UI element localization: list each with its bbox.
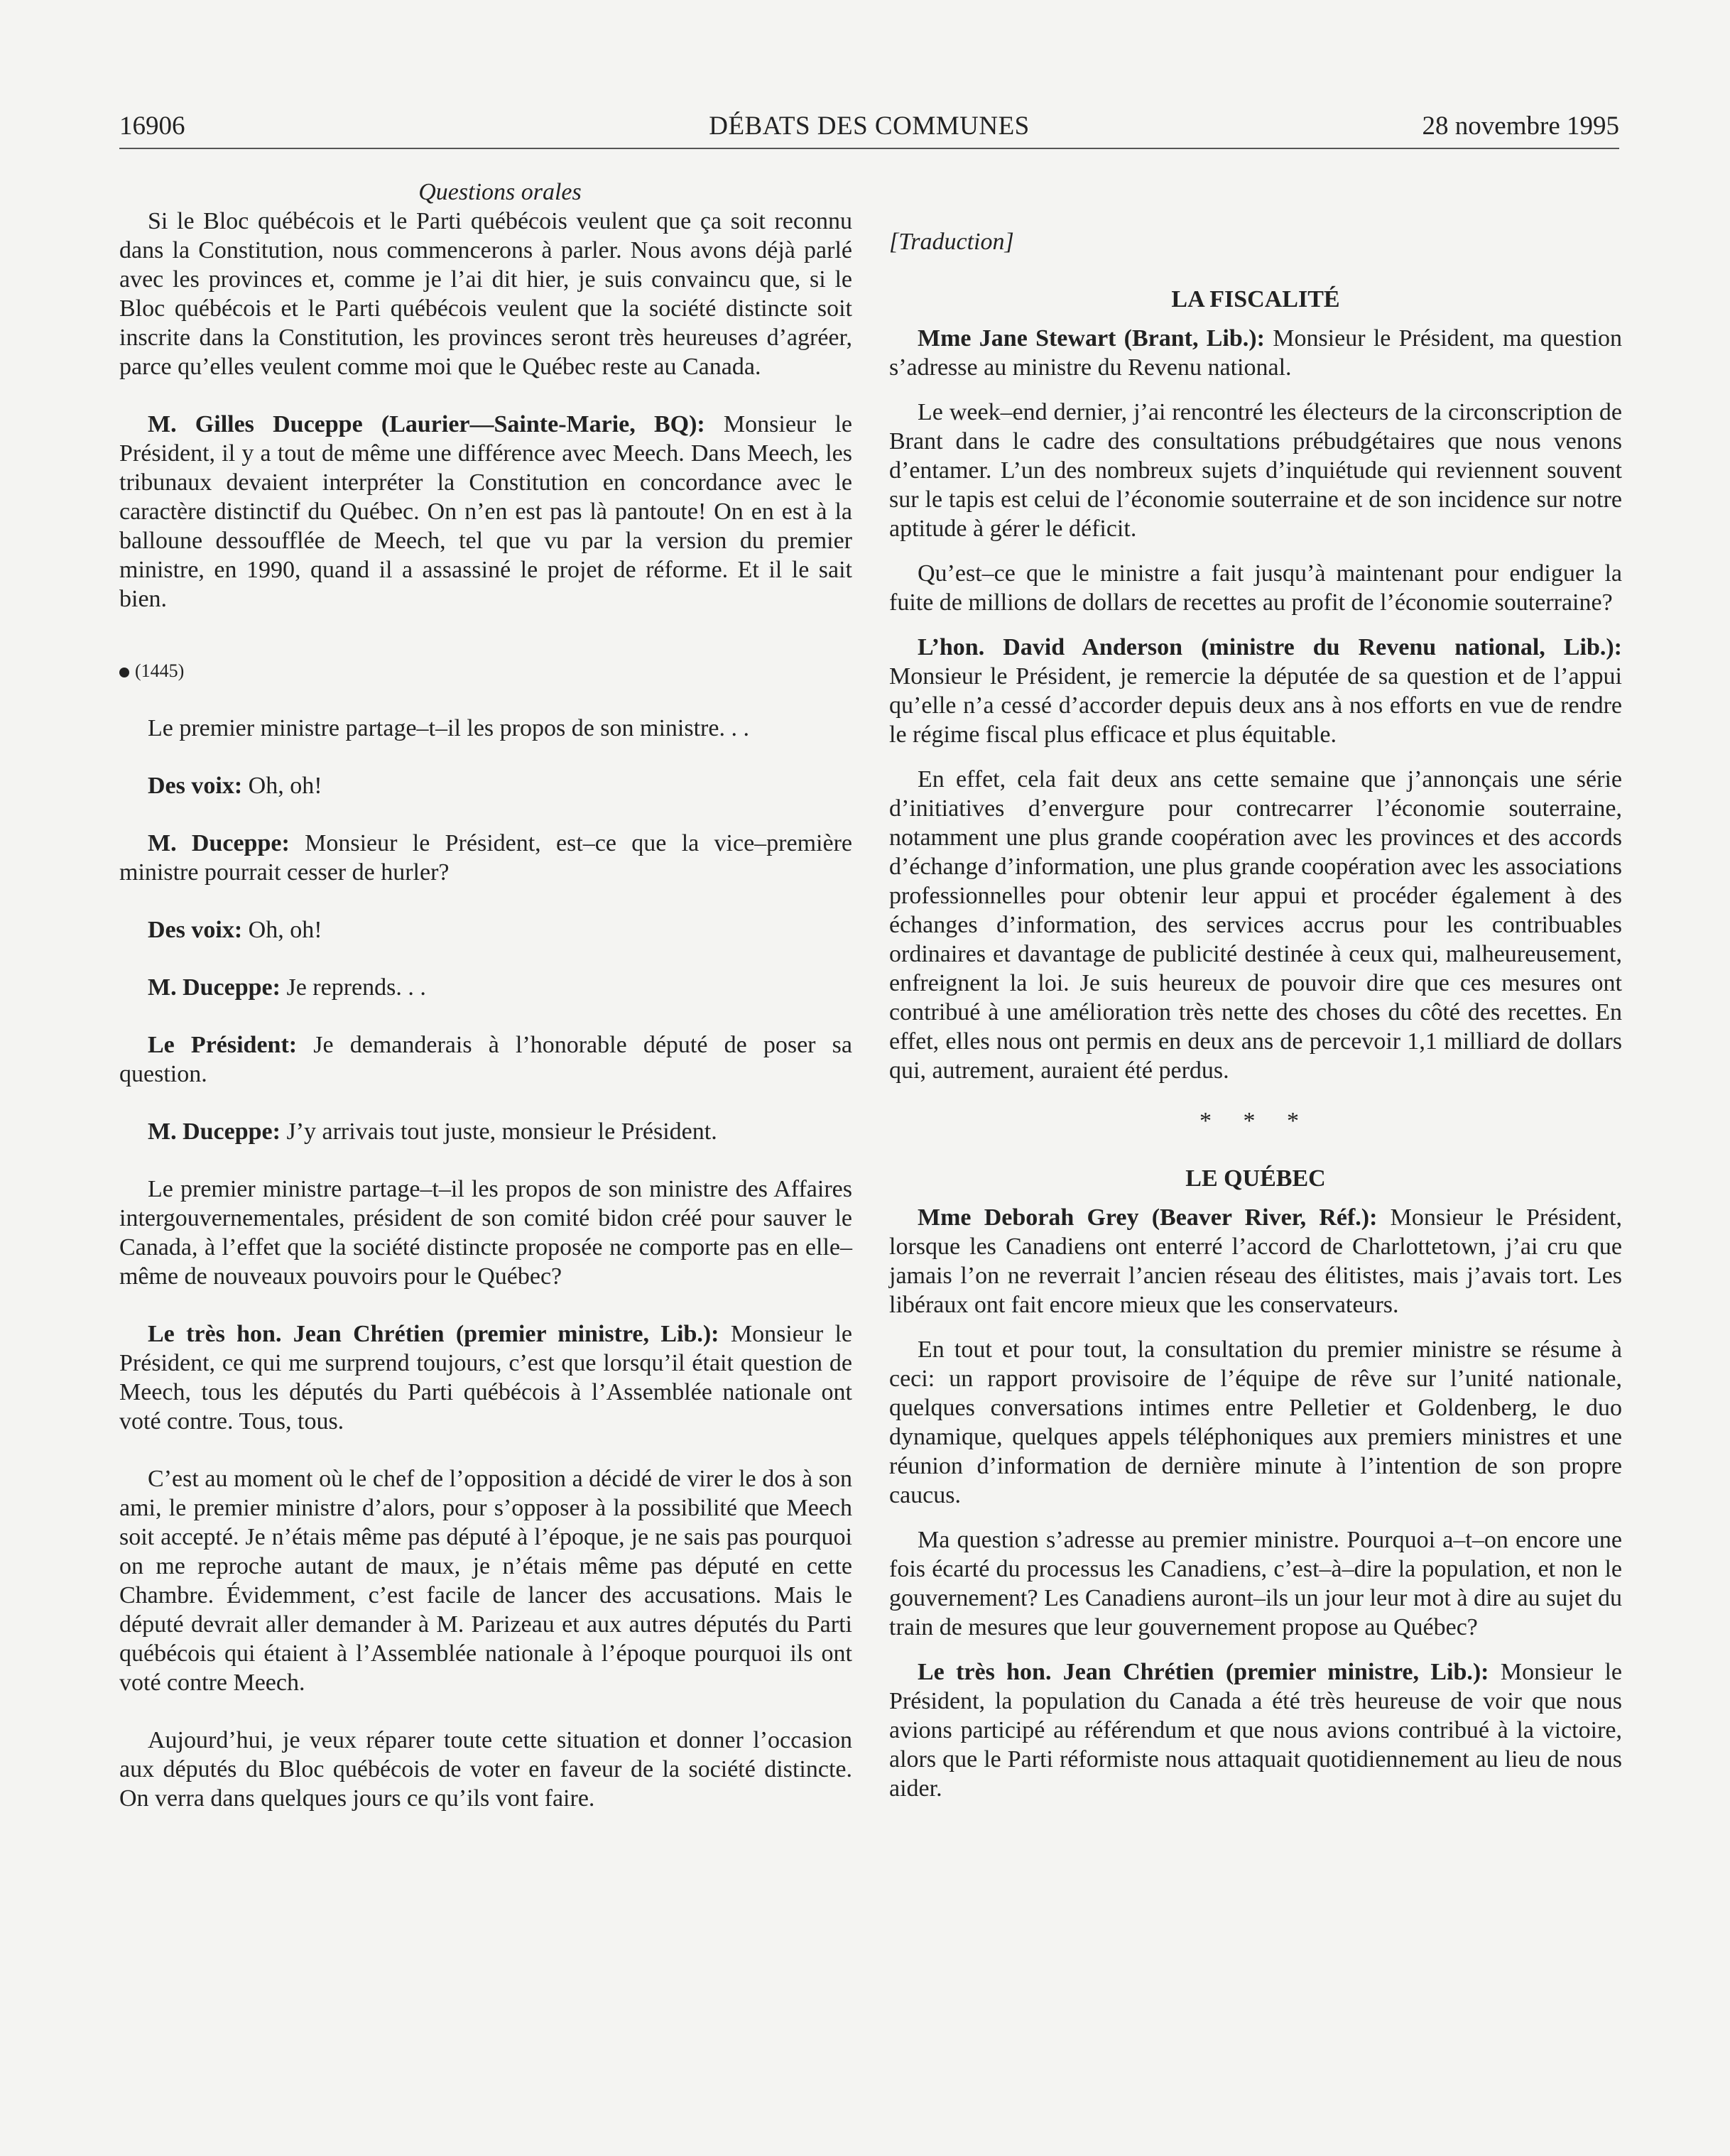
speech-text: Je reprends. . . xyxy=(280,974,426,1001)
page-number: 16906 xyxy=(119,111,185,141)
paragraph: Aujourd’hui, je veux réparer toute cette situation et donner l’occasion aux députés du Bloc québécois de voter en faveur de la société distincte. On verra dans quelques jours ce qu’ils vont faire. xyxy=(119,1727,852,1812)
speaker-name: Des voix: xyxy=(148,917,243,943)
right-column xyxy=(889,178,1622,1803)
speaker-name: Le Président: xyxy=(148,1032,298,1058)
time-marker xyxy=(119,656,852,685)
speech-paragraph xyxy=(119,1319,852,1436)
publication-date: 28 novembre 1995 xyxy=(1422,111,1619,141)
paragraph: Le week–end dernier, j’ai rencontré les électeurs de la circonscription de Brant dans le cadre des consultations prébudgétaires que nous venons d’entamer. L’un des nombreux sujets d’inquiétude qui reviennent souvent sur le tapis est celui de l’économie souterraine et de son incidence sur notre aptitude à gérer le déficit. xyxy=(889,399,1622,542)
speech-text: Monsieur le Président, lorsque les Canadiens ont enterré l’accord de Charlottetown, j’ai cru que jamais l’on ne reverrait l’ancien réseau des élitistes, mais j’avais tort. Les libéraux ont fait encore mieux que les conservateurs. xyxy=(889,1204,1622,1318)
speaker-name: M. Duceppe: xyxy=(148,974,281,1001)
speech-paragraph xyxy=(889,1203,1622,1319)
page-header xyxy=(119,107,1619,146)
translation-note: [Traduction] xyxy=(889,229,1014,255)
speech-paragraph xyxy=(119,1030,852,1089)
speech-text: Oh, oh! xyxy=(242,773,322,799)
paragraph: Le premier ministre partage–t–il les propos de son ministre des Affaires intergouvernementales, président de son comité bidon créé pour sauver le Canada, à l’effet que la société distincte proposée ne comporte pas en elle–même de nouveaux pouvoirs pour le Québec? xyxy=(119,1176,852,1290)
time-marker-text: (1445) xyxy=(135,660,185,681)
speaker-name: Des voix: xyxy=(148,773,243,799)
bullet-icon xyxy=(119,668,129,677)
speech-text: Monsieur le Président, ma question s’adresse au ministre du Revenu national. xyxy=(889,325,1623,381)
paragraph: C’est au moment où le chef de l’opposition a décidé de virer le dos à son ami, le premier ministre d’alors, pour s’opposer à la possibilité que Meech soit accepté. Je n’étais même pas député à l’époque, je ne sais pas pourquoi on me reproche autant de maux, je n’étais même pas député en cette Chambre. Évidemment, c’est facile de lancer des accusations. Mais le député devrait aller demander à M. Parizeau et aux autres députés du Parti québécois qui étaient à l’Assemblée nationale à l’époque pourquoi ils ont voté contre Meech. xyxy=(119,1466,852,1696)
paragraph: Qu’est–ce que le ministre a fait jusqu’à maintenant pour endiguer la fuite de millions de dollars de recettes au profit de l’économie souterraine? xyxy=(889,560,1622,616)
speech-text: Monsieur le Président, il y a tout de même une différence avec Meech. Dans Meech, les tribunaux devaient interpréter la Constitution en concordance avec le caractère distinctif du Québec. On n’en est pas là pantoute! On en est à la balloune dessoufflée de Meech, tel que vu par la version du premier ministre, en 1990, quand il a assassiné le projet de réforme. Et il le sait bien. xyxy=(119,411,852,612)
publication-title: DÉBATS DES COMMUNES xyxy=(709,111,1030,141)
running-head: Questions orales xyxy=(418,179,582,205)
speech-text: Monsieur le Président, ce qui me surprend toujours, c’est que lorsqu’il était question de Meech, tous les députés du Parti québécois à l’Assemblée nationale ont voté contre. Tous, tous. xyxy=(119,1321,853,1434)
speaker-name: M. Duceppe: xyxy=(148,830,290,856)
header-rule xyxy=(119,148,1619,149)
speech-text: J’y arrivais tout juste, monsieur le Président. xyxy=(280,1118,717,1145)
speaker-name: Mme Jane Stewart (Brant, Lib.): xyxy=(918,325,1265,352)
speech-paragraph xyxy=(119,829,852,887)
speaker-name: M. Gilles Duceppe (Laurier—Sainte-Marie, BQ): xyxy=(148,411,705,437)
speech-paragraph xyxy=(889,1657,1622,1803)
speech-paragraph xyxy=(119,410,852,614)
speech-text: Monsieur le Président, la population du Canada a été très heureuse de voir que nous avions participé au référendum et que nous avions contribué à la victoire, alors que le Parti réformiste nous attaquait quotidiennement au lieu de nous aider. xyxy=(889,1659,1623,1802)
speaker-name: M. Duceppe: xyxy=(148,1118,281,1145)
section-heading: LA FISCALITÉ xyxy=(1171,286,1340,312)
speech-text: Monsieur le Président, est–ce que la vice–première ministre pourrait cesser de hurler? xyxy=(119,830,852,886)
speaker-name: Le très hon. Jean Chrétien (premier ministre, Lib.): xyxy=(148,1321,719,1347)
paragraph: Le premier ministre partage–t–il les propos de son ministre. . . xyxy=(148,715,749,741)
speech-text: Je demanderais à l’honorable député de poser sa question. xyxy=(119,1032,852,1087)
section-heading: LE QUÉBEC xyxy=(1185,1165,1326,1192)
speech-paragraph xyxy=(889,324,1622,382)
speaker-name: Mme Deborah Grey (Beaver River, Réf.): xyxy=(918,1204,1378,1231)
section-separator: * * * xyxy=(1199,1108,1312,1134)
speaker-name: L’hon. David Anderson (ministre du Revenu national, Lib.): xyxy=(918,634,1622,660)
speech-text: Monsieur le Président, je remercie la députée de sa question et de l’appui qu’elle n’a cessé d’accorder depuis deux ans à nos efforts en vue de rendre le régime fiscal plus efficace et plus équitable. xyxy=(889,663,1622,748)
paragraph: En effet, cela fait deux ans cette semaine que j’annonçais une série d’initiatives d’envergure pour contrecarrer l’économie souterraine, notamment une plus grande coopération avec les provinces et des accords d’échange d’information, une plus grande coopération avec les associations professionnelles pour obtenir leur appui et procéder également à des échanges d’information, des services accrus pour les contribuables ordinaires et davantage de publicité destinée à ceux qui, malheureusement, enfreignent la loi. Je suis heureux de pouvoir dire que ces mesures ont contribué à une amélioration très nette des choses du côté des recettes. En effet, elles nous ont permis en deux ans de percevoir 1,1 milliard de dollars qui, autrement, auraient été perdus. xyxy=(889,766,1622,1084)
speech-text: Oh, oh! xyxy=(242,917,322,943)
left-column xyxy=(119,178,852,1813)
paragraph: En tout et pour tout, la consultation du premier ministre se résume à ceci: un rapport provisoire de l’équipe de rêve sur l’unité nationale, quelques conversations intimes entre Pelletier et Goldenberg, le duo dynamique, quelques appels téléphoniques aux premiers ministres et une réunion d’information de dernière minute à l’intention de son propre caucus. xyxy=(889,1336,1622,1508)
paragraph: Si le Bloc québécois et le Parti québécois veulent que ça soit reconnu dans la Constitution, nous commencerons à parler. Nous avons déjà parlé avec les provinces et, comme je l’ai dit hier, je suis convaincu que, si le Bloc québécois et le Parti québécois veulent que la société distincte soit inscrite dans la Constitution, les provinces seront très heureuses d’agréer, parce qu’elles veulent comme moi que le Québec reste au Canada. xyxy=(119,208,852,380)
speech-paragraph xyxy=(119,771,852,800)
speech-paragraph xyxy=(119,915,852,944)
speech-paragraph xyxy=(119,973,852,1002)
speaker-name: Le très hon. Jean Chrétien (premier ministre, Lib.): xyxy=(918,1659,1489,1685)
paragraph: Ma question s’adresse au premier ministre. Pourquoi a–t–on encore une fois écarté du processus les Canadiens, c’est–à–dire la population, et non le gouvernement? Les Canadiens auront–ils un jour leur mot à dire au sujet du train de mesures que leur gouvernement propose au Québec? xyxy=(889,1527,1622,1640)
speech-paragraph xyxy=(889,633,1622,749)
speech-paragraph xyxy=(119,1117,852,1146)
